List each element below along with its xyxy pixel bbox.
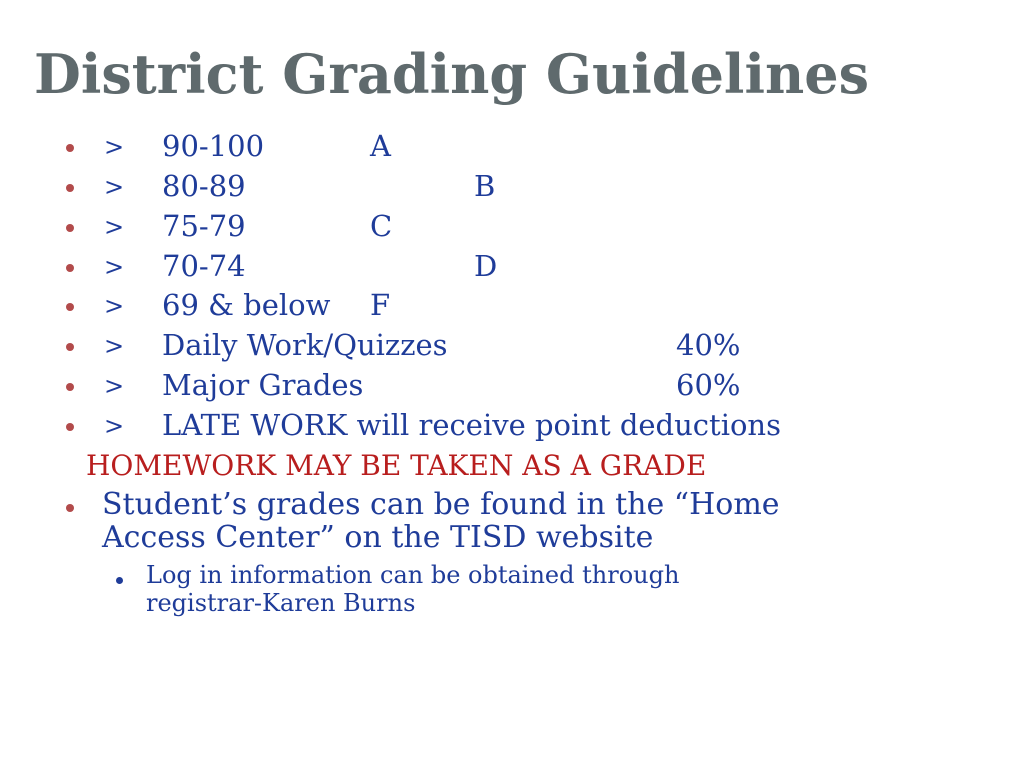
grade-letter: D [474,249,498,283]
slide-title: District Grading Guidelines [34,42,869,106]
grade-range: 80-89 [162,169,246,203]
bullet-marker: > [104,133,125,161]
sub-bullet-dot-icon [116,577,123,584]
bullet-marker: > [104,332,125,360]
bullet-dot-icon [66,504,74,512]
weight-percent: 40% [676,328,741,362]
bullet-dot-icon [66,264,74,272]
bullet-dot-icon [66,343,74,351]
bullet-marker: > [104,412,125,440]
bullet-dot-icon [66,184,74,192]
grade-range: 69 & below [162,288,331,322]
grade-letter: F [370,288,391,322]
homework-note: HOMEWORK MAY BE TAKEN AS A GRADE [86,449,707,482]
bullet-marker: > [104,253,125,281]
late-work-note: LATE WORK will receive point deductions [162,408,781,442]
grade-range: 90-100 [162,129,265,163]
bullet-dot-icon [66,383,74,391]
student-info-line-2: Access Center” on the TISD website [102,520,654,555]
bullet-dot-icon [66,144,74,152]
weight-percent: 60% [676,368,741,402]
bullet-marker: > [104,213,125,241]
login-info-line-2: registrar-Karen Burns [146,589,416,617]
grade-letter: C [370,209,393,243]
bullet-dot-icon [66,224,74,232]
bullet-dot-icon [66,303,74,311]
login-info [146,561,906,617]
student-info [102,488,962,554]
weight-category: Major Grades [162,368,364,402]
bullet-marker: > [104,372,125,400]
weight-category: Daily Work/Quizzes [162,328,448,362]
grade-letter: A [370,129,391,163]
bullet-marker: > [104,292,125,320]
login-info-line-1: Log in information can be obtained through [146,561,680,589]
bullet-dot-icon [66,423,74,431]
grade-letter: B [474,169,496,203]
bullet-marker: > [104,173,125,201]
student-info-line-1: Student’s grades can be found in the “Home [102,487,780,522]
grade-range: 70-74 [162,249,246,283]
grade-range: 75-79 [162,209,246,243]
